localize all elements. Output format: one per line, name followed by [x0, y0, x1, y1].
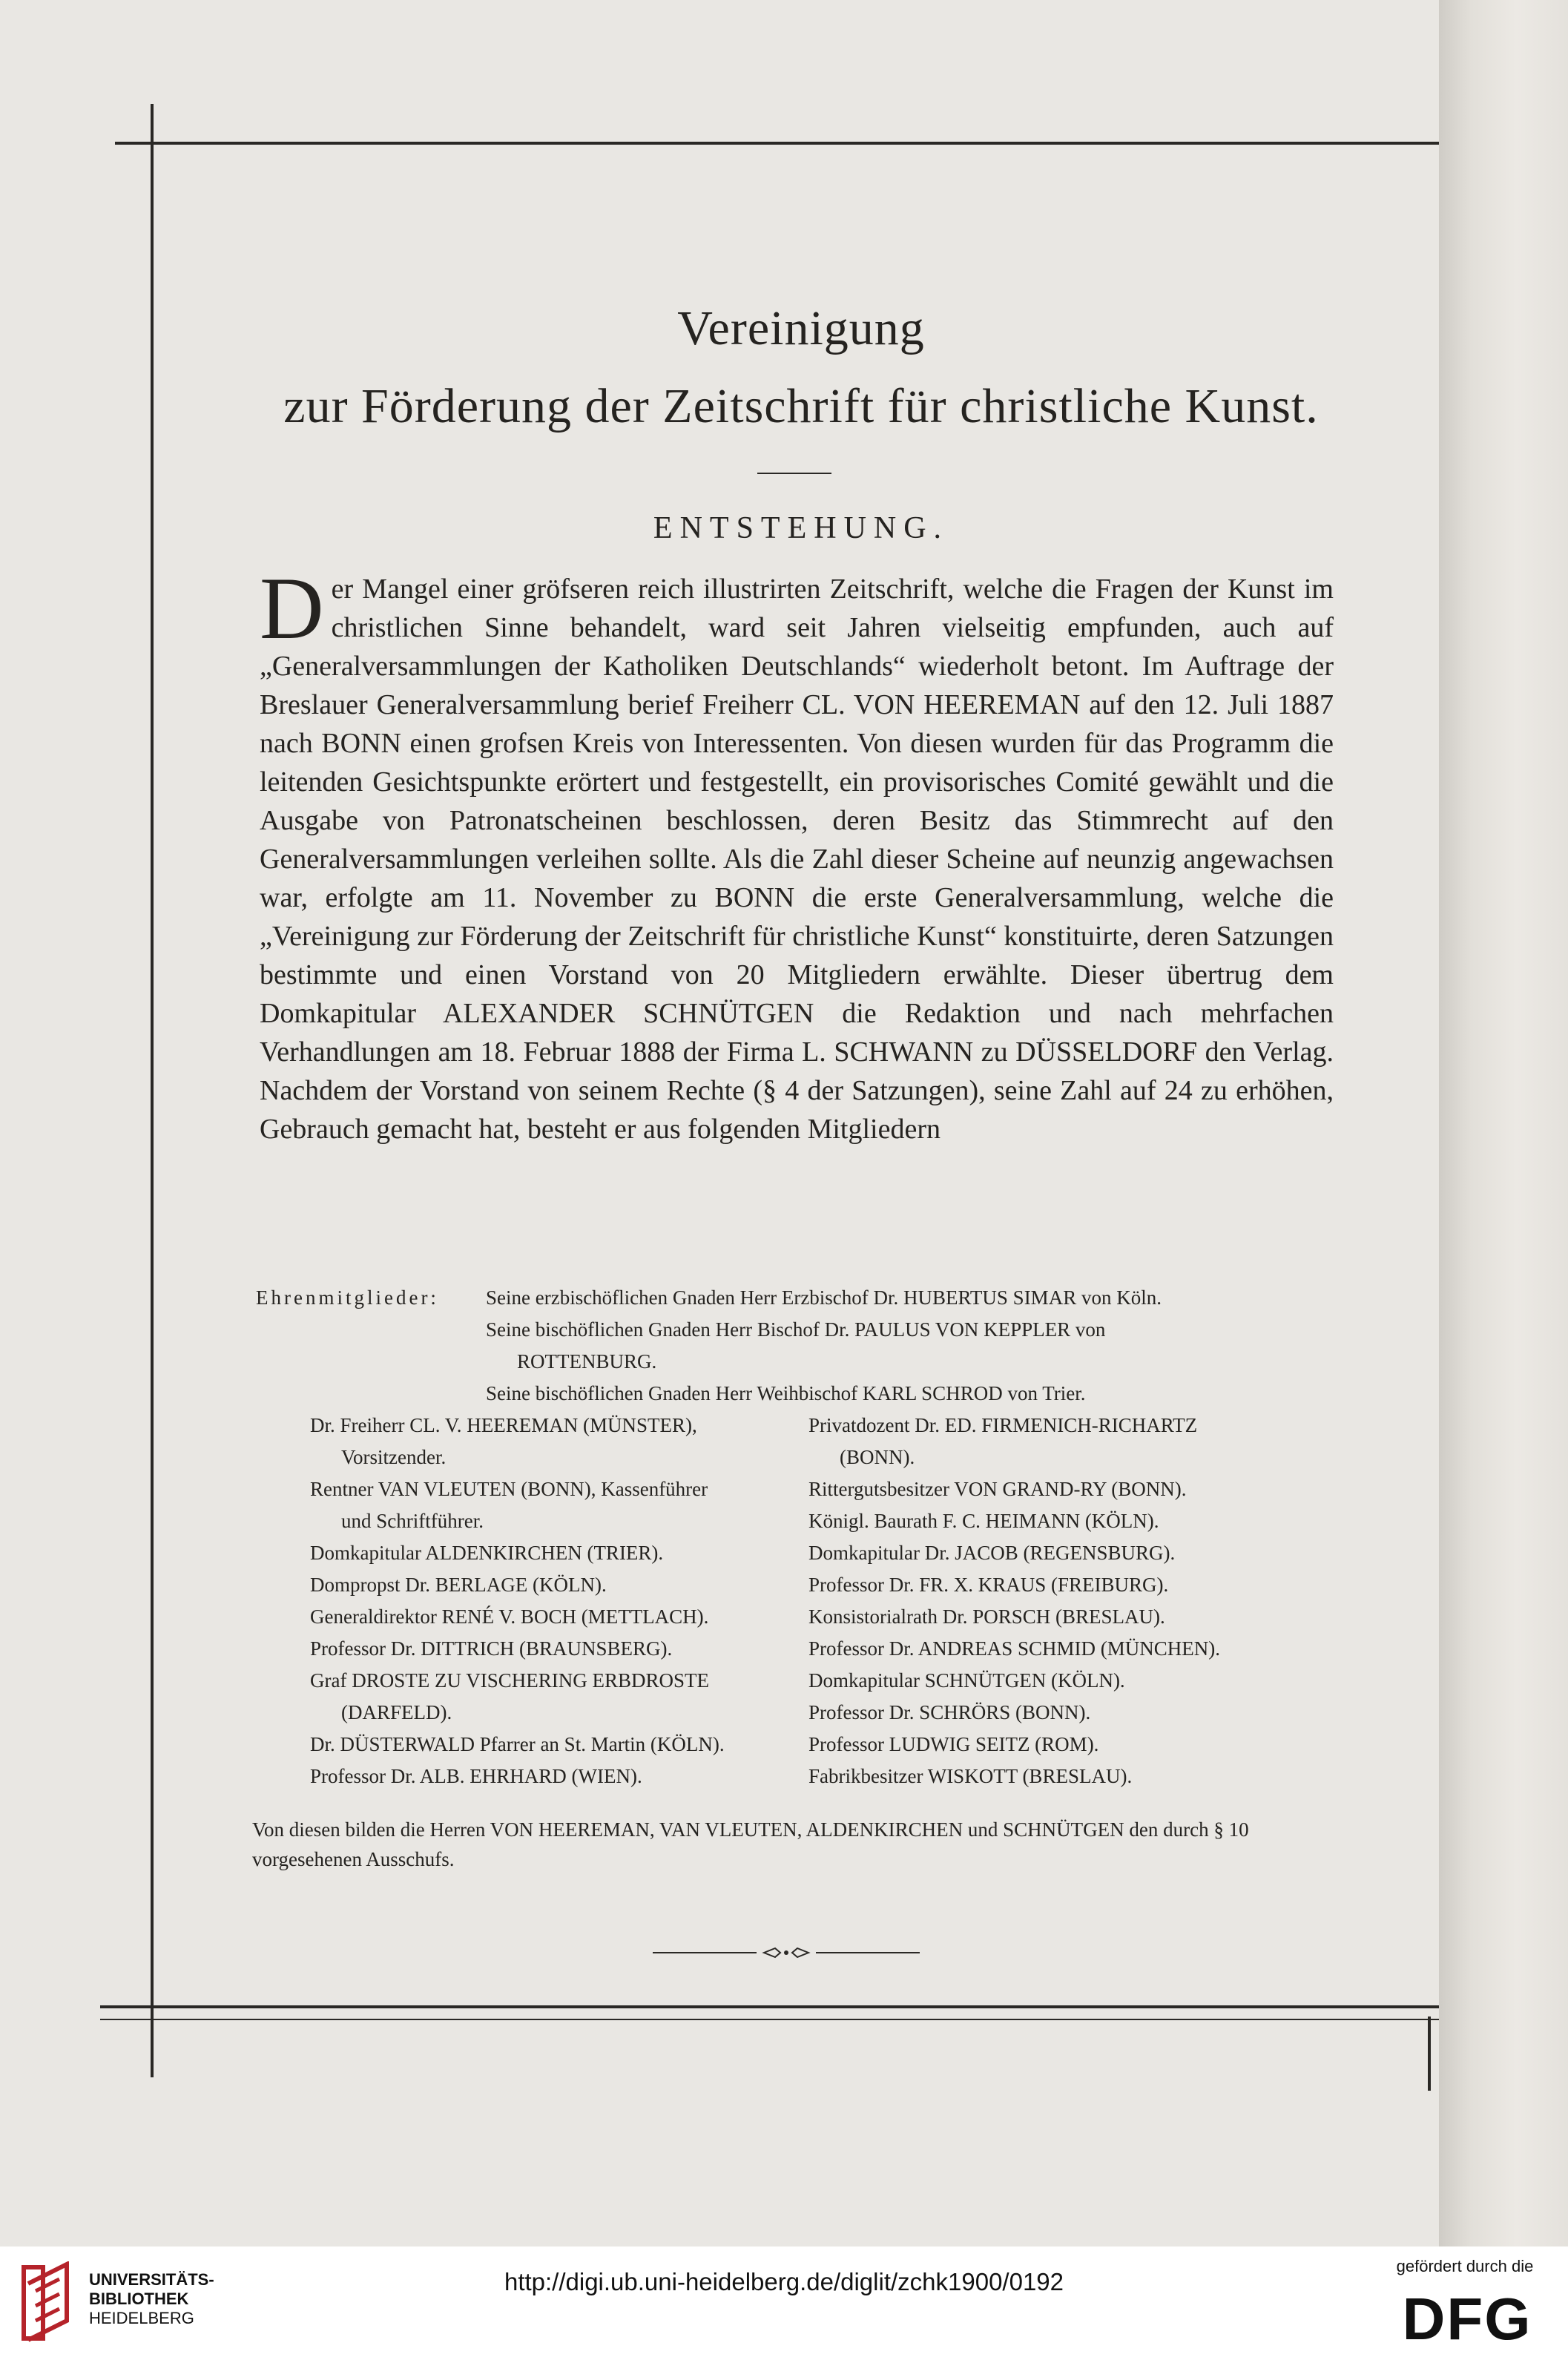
- member-entry: Dr. Freiherr CL. V. HEEREMAN (MÜNSTER),: [310, 1414, 697, 1436]
- body-paragraph: [260, 559, 1334, 1148]
- top-rule: [115, 142, 1439, 145]
- member-entry: Vorsitzender.: [341, 1446, 447, 1468]
- ornament-divider: [653, 1945, 920, 1960]
- member-entry: Domkapitular ALDENKIRCHEN (TRIER).: [310, 1542, 664, 1564]
- member-entry: Graf DROSTE ZU VISCHERING ERBDROSTE: [310, 1669, 709, 1692]
- member-entry: und Schriftführer.: [341, 1510, 484, 1532]
- member-entry: Professor Dr. SCHRÖRS (BONN).: [808, 1701, 1091, 1723]
- member-entry: Dompropst Dr. BERLAGE (KÖLN).: [310, 1574, 607, 1596]
- dfg-logo: DFG: [1402, 2286, 1532, 2352]
- right-frame-tick: [1428, 2016, 1431, 2091]
- honorary-member: Seine bischöflichen Gnaden Herr Bischof Dr. PAULUS VON KEPPLER von: [486, 1318, 1106, 1341]
- members-right-column: [808, 1410, 1220, 1792]
- honorary-member: ROTTENBURG.: [517, 1350, 657, 1373]
- honorary-member: Seine bischöflichen Gnaden Herr Weihbischof KARL SCHROD von Trier.: [486, 1382, 1086, 1404]
- member-entry: Privatdozent Dr. ED. FIRMENICH-RICHARTZ: [808, 1414, 1198, 1436]
- honorary-member: Seine erzbischöflichen Gnaden Herr Erzbischof Dr. HUBERTUS SIMAR von Köln.: [486, 1286, 1162, 1309]
- member-entry: Professor Dr. FR. X. KRAUS (FREIBURG).: [808, 1574, 1169, 1596]
- member-entry: Domkapitular Dr. JACOB (REGENSBURG).: [808, 1542, 1176, 1564]
- drop-cap: D: [260, 559, 324, 657]
- member-entry: Dr. DÜSTERWALD Pfarrer an St. Martin (KÖLN).: [310, 1733, 725, 1755]
- member-entry: Professor Dr. ALB. EHRHARD (WIEN).: [310, 1765, 642, 1787]
- honorary-members-list: [486, 1282, 1324, 1410]
- document-title: Vereinigung: [677, 301, 925, 355]
- member-entry: Domkapitular SCHNÜTGEN (KÖLN).: [808, 1669, 1125, 1692]
- title-divider: [757, 473, 831, 474]
- funded-by-label: gefördert durch die: [1396, 2257, 1534, 2275]
- member-entry: Professor Dr. DITTRICH (BRAUNSBERG).: [310, 1637, 673, 1660]
- member-entry: Fabrikbesitzer WISKOTT (BRESLAU).: [808, 1765, 1133, 1787]
- section-heading: ENTSTEHUNG.: [653, 511, 949, 545]
- source-url-link[interactable]: http://digi.ub.uni-heidelberg.de/diglit/zchk1900/0192: [504, 2268, 1064, 2295]
- member-entry: Professor LUDWIG SEITZ (ROM).: [808, 1733, 1099, 1755]
- document-subtitle: zur Förderung der Zeitschrift für christliche Kunst.: [283, 379, 1319, 433]
- bottom-rule: [100, 2005, 1439, 2008]
- library-name-line: BIBLIOTHEK: [89, 2290, 189, 2308]
- member-entry: (BONN).: [840, 1446, 915, 1468]
- members-left-column: [310, 1410, 725, 1792]
- member-entry: (DARFELD).: [341, 1701, 452, 1723]
- honorary-members-label: Ehrenmitglieder:: [256, 1286, 439, 1309]
- member-entry: Generaldirektor RENÉ V. BOCH (METTLACH).: [310, 1605, 709, 1628]
- member-entry: Königl. Baurath F. C. HEIMANN (KÖLN).: [808, 1510, 1159, 1532]
- member-entry: Rittergutsbesitzer VON GRAND-RY (BONN).: [808, 1478, 1187, 1500]
- library-name-line: HEIDELBERG: [89, 2309, 194, 2327]
- body-text: er Mangel einer gröfseren reich illustrirten Zeitschrift, welche die Fragen der Kunst im christlichen Sinne behandelt, ward seit Jahren vielseitig empfunden, auch auf „Generalversammlungen der Katholiken Deutschlands“ wiederholt betont. Im Auftrage der Breslauer Generalversammlung berief Freiherr CL. VON HEEREMAN auf den 12. Juli 1887 nach BONN einen grofsen Kreis von Interessenten. Von diesen wurden für das Programm die leitenden Gesichtspunkte erörtert und festgestellt, ein provisorisches Comité gewählt und die Ausgabe von Patronatscheinen beschlossen, deren Besitz das Stimmrecht auf den Generalversammlungen verleihen sollte. Als die Zahl dieser Scheine auf neunzig angewachsen war, erfolgte am 11. November zu BONN die erste Generalversammlung, welche die „Vereinigung zur Förderung der Zeitschrift für christliche Kunst“ konstituirte, deren Satzungen bestimmte und einen Vorstand von 20 Mitgliedern erwählte. Dieser übertrug dem Domkapitular ALEXANDER SCHNÜTGEN die Redaktion und nach mehrfachen Verhandlungen am 18. Februar 1888 der Firma L. SCHWANN zu DÜSSELDORF den Verlag. Nachdem der Vorstand von seinem Rechte (§ 4 der Satzungen), seine Zahl auf 24 zu erhöhen, Gebrauch gemacht hat, besteht er aus folgenden Mitgliedern: [260, 573, 1334, 1145]
- committee-note: Von diesen bilden die Herren VON HEEREMAN, VAN VLEUTEN, ALDENKIRCHEN und SCHNÜTGEN den durch § 10 vorgesehenen Ausschufs.: [252, 1818, 1249, 1870]
- member-entry: Konsistorialrath Dr. PORSCH (BRESLAU).: [808, 1605, 1165, 1628]
- library-name-line: UNIVERSITÄTS-: [89, 2270, 214, 2289]
- member-entry: Rentner VAN VLEUTEN (BONN), Kassenführer: [310, 1478, 708, 1500]
- member-entry: Professor Dr. ANDREAS SCHMID (MÜNCHEN).: [808, 1637, 1221, 1660]
- bottom-rule-thin: [100, 2019, 1439, 2020]
